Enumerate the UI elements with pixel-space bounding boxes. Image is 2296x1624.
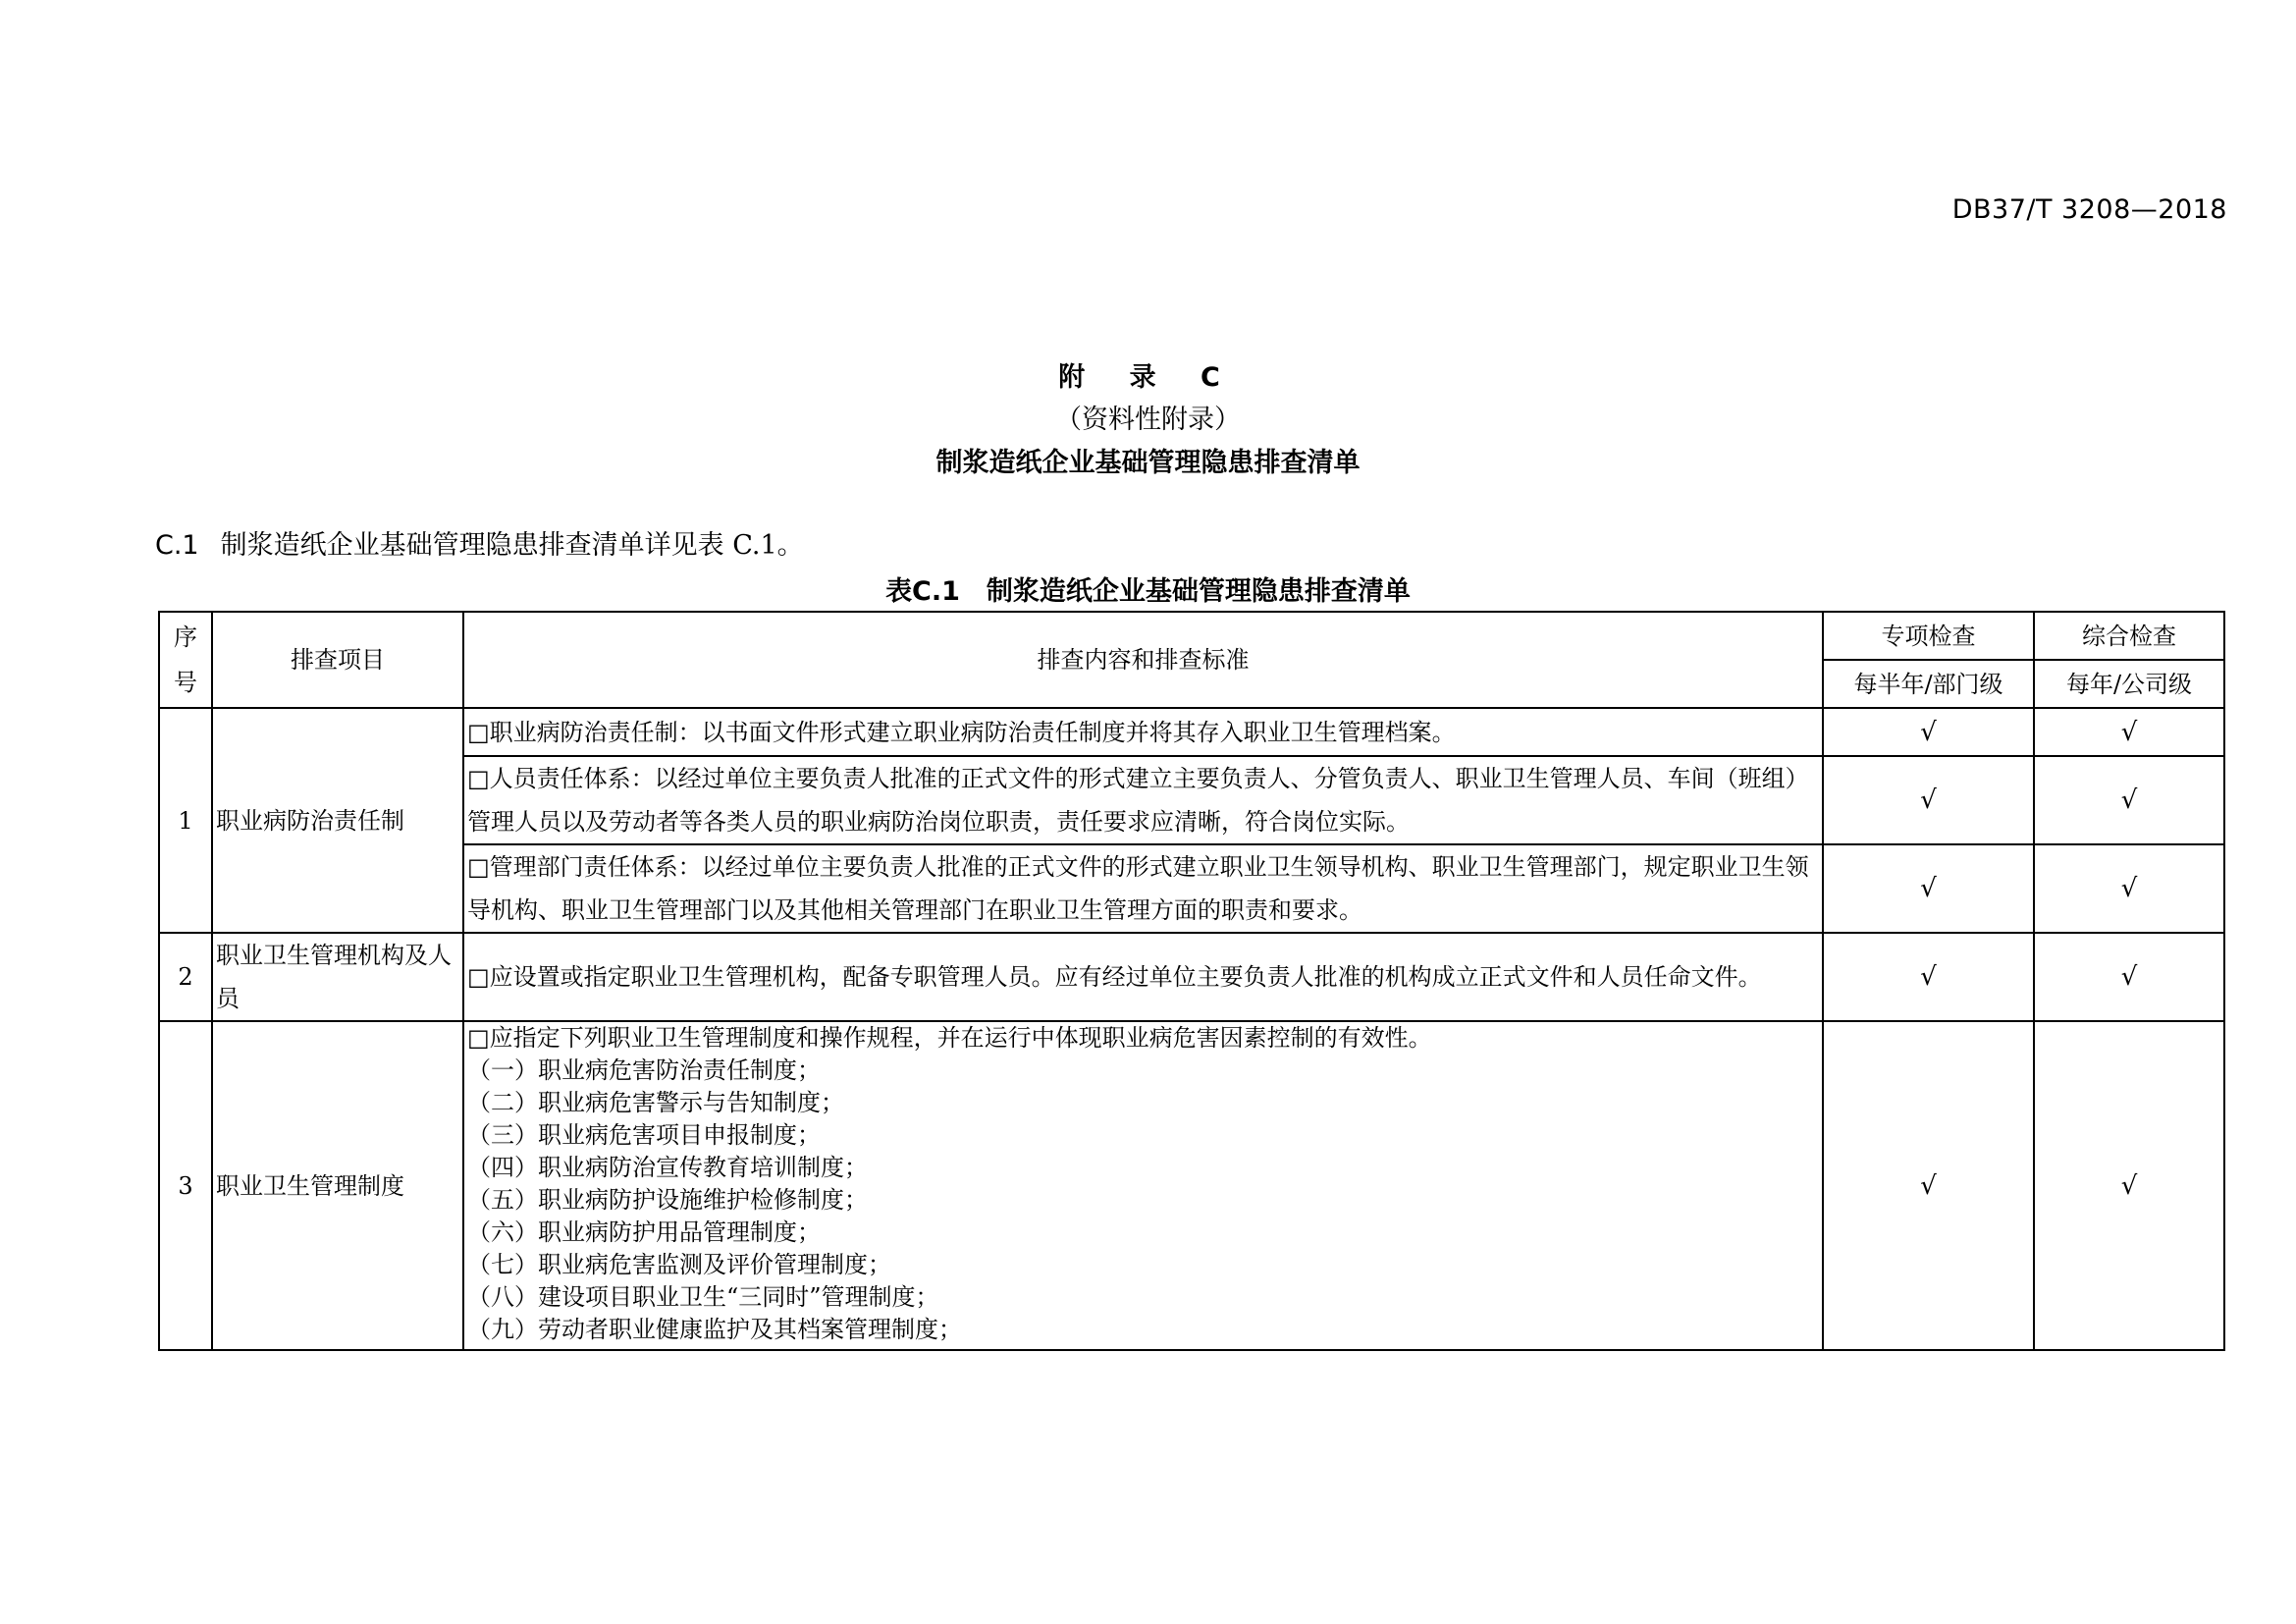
table-row [159,756,2224,844]
annex-name: 制浆造纸企业基础管理隐患排查清单 [935,448,1361,478]
header-general: 综合检查 [2034,612,2224,660]
row-content: □应设置或指定职业卫生管理机构，配备专职管理人员。应有经过单位主要负责人批准的机构成立正式文件和人员任命文件。 [463,933,1823,1021]
check-general: √ [2034,933,2224,1021]
check-general: √ [2034,708,2224,756]
table-row [159,933,2224,1021]
content-line: （二）职业病危害警示与告知制度； [467,1089,844,1116]
row-item: 职业病防治责任制 [212,708,463,933]
content-line: （一）职业病危害防治责任制度； [467,1056,821,1084]
content-line: □应指定下列职业卫生管理制度和操作规程，并在运行中体现职业病危害因素控制的有效性。 [467,1024,1432,1052]
checklist-table [158,611,2225,1351]
check-special: √ [1823,844,2034,933]
header-special: 专项检查 [1823,612,2034,660]
header-seq [159,612,212,708]
clause-text: 制浆造纸企业基础管理隐患排查清单详见表 C.1。 [220,530,804,561]
content-line: （六）职业病防护用品管理制度； [467,1218,821,1246]
content-line: （八）建设项目职业卫生“三同时”管理制度； [467,1283,939,1311]
check-special: √ [1823,708,2034,756]
table-row [159,844,2224,933]
content-line: （九）劳动者职业健康监护及其档案管理制度； [467,1316,962,1343]
table-row [159,708,2224,756]
header-general-freq: 每年/公司级 [2034,660,2224,708]
document-id: DB37/T 3208—2018 [1951,194,2227,225]
row-seq: 2 [159,933,212,1021]
content-line: （五）职业病防护设施维护检修制度； [467,1186,868,1214]
row-seq: 3 [159,1021,212,1350]
header-seq-bottom: 号 [174,669,197,696]
content-line: （七）职业病危害监测及评价管理制度； [467,1251,891,1278]
check-special: √ [1823,756,2034,844]
header-content: 排查内容和排查标准 [463,612,1823,708]
row-item: 职业卫生管理机构及人员 [212,933,463,1021]
clause-paragraph [155,523,804,562]
row-content: □职业病防治责任制：以书面文件形式建立职业病防治责任制度并将其存入职业卫生管理档案。 [463,708,1823,756]
annex-title: 附 录 C [1058,362,1238,393]
content-line: （四）职业病防治宣传教育培训制度； [467,1154,868,1181]
check-special: √ [1823,1021,2034,1350]
row-content: □人员责任体系：以经过单位主要负责人批准的正式文件的形式建立主要负责人、分管负责人、职业卫生管理人员、车间（班组）管理人员以及劳动者等各类人员的职业病防治岗位职责，责任要求应清晰，符合岗位实际。 [463,756,1823,844]
check-general: √ [2034,844,2224,933]
content-line: （三）职业病危害项目申报制度； [467,1121,821,1149]
check-general: √ [2034,756,2224,844]
row-content [463,1021,1823,1350]
table-row [159,1021,2224,1350]
header-item: 排查项目 [212,612,463,708]
check-general: √ [2034,1021,2224,1350]
clause-number: C.1 [155,530,199,561]
row-item: 职业卫生管理制度 [212,1021,463,1350]
header-special-freq: 每半年/部门级 [1823,660,2034,708]
row-content: □管理部门责任体系：以经过单位主要负责人批准的正式文件的形式建立职业卫生领导机构、职业卫生管理部门，规定职业卫生领导机构、职业卫生管理部门以及其他相关管理部门在职业卫生管理方面的职责和要求。 [463,844,1823,933]
header-seq-top: 序 [174,623,197,651]
row-seq: 1 [159,708,212,933]
check-special: √ [1823,933,2034,1021]
annex-type: （资料性附录） [1055,405,1241,435]
table-caption: 表C.1 制浆造纸企业基础管理隐患排查清单 [885,576,1411,607]
header-row [159,612,2224,660]
